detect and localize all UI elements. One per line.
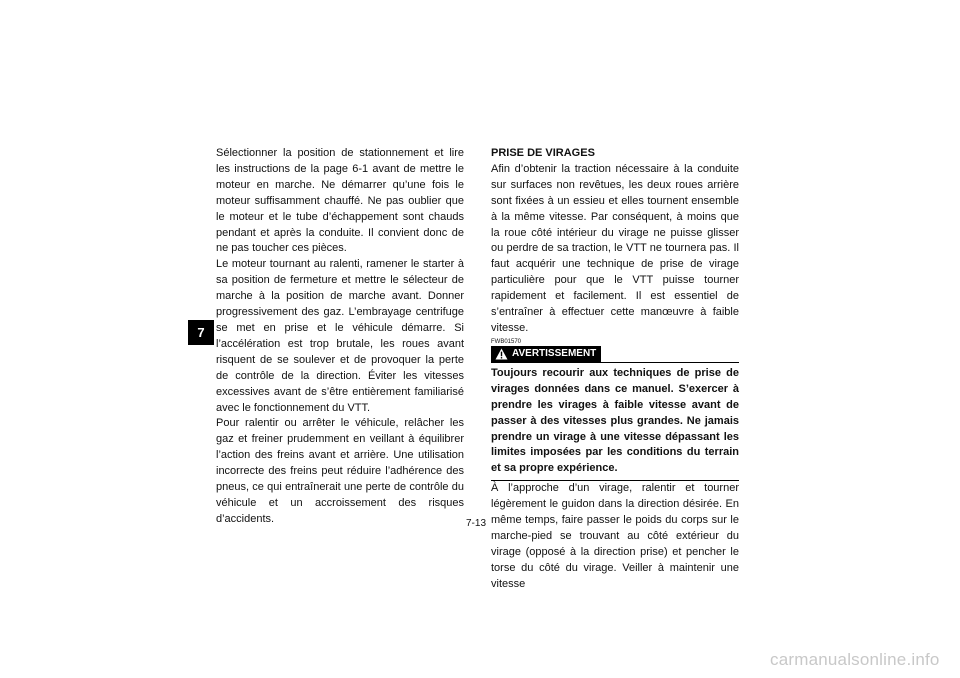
watermark: carmanualsonline.info <box>770 650 940 669</box>
left-column <box>216 146 464 528</box>
warning-rule <box>601 362 739 363</box>
chapter-tab: 7 <box>188 320 214 345</box>
warning-triangle-icon <box>495 348 508 360</box>
paragraph-drive-off: Le moteur tournant au ralenti, ramener le starter à sa position de fermeture et mettre le sélecteur de marche à la position de marche avant. Donner progressivement des gaz. L’embrayage centrifuge se met en prise et le véhicule démarre. Si l’accélération est trop brutale, les roues avant risquent de se soulever et de provoquer la perte de contrôle de la direction. Éviter les vitesses excessives avant de s’être entièrement familiarisé avec le fonctionnement du VTT. <box>216 258 464 414</box>
warning-code: FWB01570 <box>491 338 522 345</box>
warning-text: Toujours recourir aux techniques de prise de virages données dans ce manuel. S’exercer à prendre les virages à faible vitesse avant de passer à des vitesses plus grandes. Ne jamais prendre un virage à une vitesse dépassant les limites imposées par les conditions du terrain et sa propre expérience. <box>491 363 739 481</box>
section-heading: PRISE DE VIRAGES <box>491 147 595 159</box>
paragraph-cornering-technique: À l’approche d’un virage, ralentir et tourner légèrement le guidon dans la direction désirée. En même temps, faire passer le poids du corps sur le marche-pied se trouvant au côté extérieur du virage (opposé à la direction prise) et pencher le torse du côté du virage. Veiller à maintenir une vitesse <box>491 482 739 590</box>
warning-header <box>491 346 739 363</box>
warning-badge <box>491 346 601 363</box>
paragraph-start-engine: Sélectionner la position de stationnement et lire les instructions de la page 6-1 avant de mettre le moteur en marche. Ne démarrer qu’une fois le moteur suffisamment chauffé. Ne pas oublier que le moteur et le tube d’échappement sont chauds pendant et après la conduite. Il convient donc de ne pas toucher ces pièces. <box>216 147 464 255</box>
paragraph-cornering-intro: Afin d’obtenir la traction nécessaire à la conduite sur surfaces non revêtues, les deux roues arrière sont fixées à un essieu et elles tournent ensemble à la même vitesse. Par conséquent, à moins que la roue côté intérieur du virage ne puisse glisser ou perdre de sa traction, le VTT ne tournera pas. Il faut acquérir une technique de prise de virage particulière pour que le VTT puisse tourner rapidement et facilement. Il est essentiel de s’entraîner à effectuer cette manœuvre à faible vitesse. <box>491 162 739 334</box>
paragraph-braking: Pour ralentir ou arrêter le véhicule, relâcher les gaz et freiner prudemment en veillant à équilibrer l’action des freins avant et arrière. Une utilisation incorrecte des freins peut réduire l’adhérence des pneus, ce qui entraînerait une perte de contrôle du véhicule et un accroissement des risques d’accidents. <box>216 417 464 525</box>
warning-label: AVERTISSEMENT <box>512 348 597 360</box>
right-column <box>491 146 739 593</box>
page-number: 7-13 <box>466 518 487 529</box>
